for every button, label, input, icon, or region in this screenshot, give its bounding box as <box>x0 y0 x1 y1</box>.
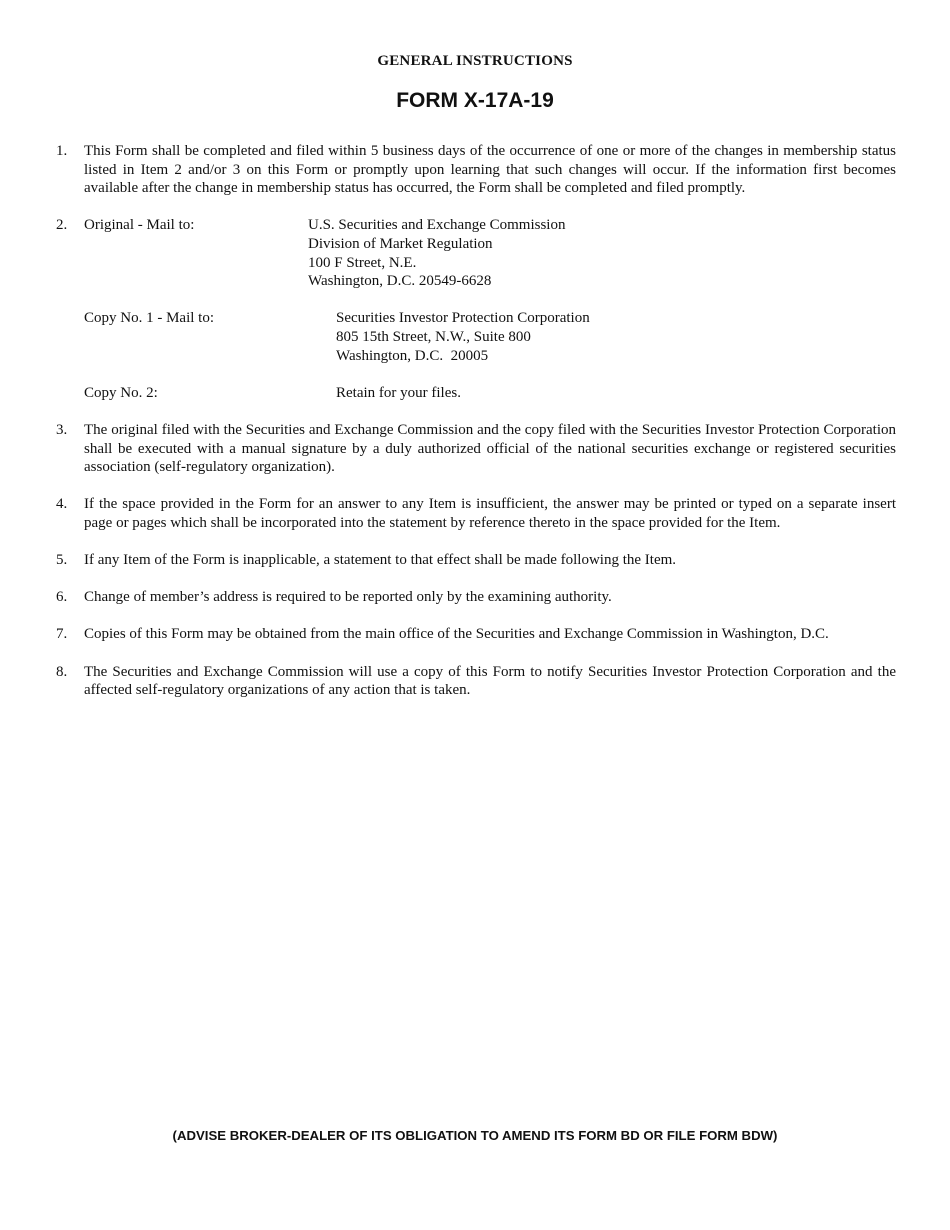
item-number: 3. <box>56 421 68 438</box>
instruction-item-2-original <box>56 216 896 290</box>
item-number: 5. <box>56 552 68 569</box>
copy2-text <box>336 384 461 403</box>
item-number: 2. <box>56 217 68 234</box>
copy1-mail-label: Copy No. 1 - Mail to: <box>84 310 214 327</box>
instruction-list <box>56 142 896 718</box>
instruction-item-2-copy1 <box>84 309 896 365</box>
instruction-item-3 <box>56 421 896 477</box>
instruction-item-7 <box>56 625 896 644</box>
item-text: The Securities and Exchange Commission will use a copy of this Form to notify Securities Investor Protection Corporation and the affected self-regulatory organizations of any action that is taken. <box>84 663 896 699</box>
address-line: Washington, D.C. 20549-6628 <box>308 273 492 290</box>
copy2-value: Retain for your files. <box>336 384 461 401</box>
address-line: U.S. Securities and Exchange Commission <box>308 217 566 234</box>
instruction-item-1 <box>56 142 896 198</box>
item-number: 1. <box>56 143 68 159</box>
instruction-item-5 <box>56 551 896 570</box>
item-text: Copies of this Form may be obtained from the main office of the Securities and Exchange Commission in Washington, D.C. <box>84 626 829 643</box>
address-line: Division of Market Regulation <box>308 235 493 252</box>
item-number: 8. <box>56 663 68 680</box>
item-number: 6. <box>56 589 68 606</box>
footer-advisory: (ADVISE BROKER-DEALER OF ITS OBLIGATION TO AMEND ITS FORM BD OR FILE FORM BDW) <box>172 1128 778 1143</box>
original-mail-label: Original - Mail to: <box>84 217 195 234</box>
copy2-label: Copy No. 2: <box>84 384 158 401</box>
item-number: 7. <box>56 626 68 643</box>
instruction-item-8 <box>56 663 896 700</box>
sipc-address <box>336 309 590 365</box>
instruction-item-6 <box>56 588 896 607</box>
section-heading: GENERAL INSTRUCTIONS <box>377 53 573 69</box>
instruction-item-2-copy2 <box>84 384 896 403</box>
instruction-item-4 <box>56 495 896 532</box>
form-title: FORM X-17A-19 <box>396 89 554 112</box>
item-text: Change of member’s address is required to be reported only by the examining authority. <box>84 589 612 606</box>
item-text: The original filed with the Securities and Exchange Commission and the copy filed with the Securities Investor Protection Corporation shall be executed with a manual signature by a duly authorized official of the national securities exchange or registered securities association (self-regulatory organization). <box>84 421 896 476</box>
address-line: 100 F Street, N.E. <box>308 254 417 271</box>
address-line: Washington, D.C. 20005 <box>336 347 489 364</box>
item-number: 4. <box>56 496 68 513</box>
address-line: 805 15th Street, N.W., Suite 800 <box>336 328 531 345</box>
item-text: If any Item of the Form is inapplicable, a statement to that effect shall be made following the Item. <box>84 552 677 569</box>
sec-address <box>308 216 565 290</box>
item-text: If the space provided in the Form for an answer to any Item is insufficient, the answer may be printed or typed on a separate insert page or pages which shall be incorporated into the statement by reference thereto in the space provided for the Item. <box>84 496 896 531</box>
address-line: Securities Investor Protection Corporation <box>336 310 590 327</box>
item-text: This Form shall be completed and filed within 5 business days of the occurrence of one or more of the changes in membership status listed in Item 2 and/or 3 on this Form or promptly upon learning that such changes will occur. If the information first becomes available after the change in membership status has occurred, the Form shall be completed and filed promptly. <box>84 143 896 197</box>
